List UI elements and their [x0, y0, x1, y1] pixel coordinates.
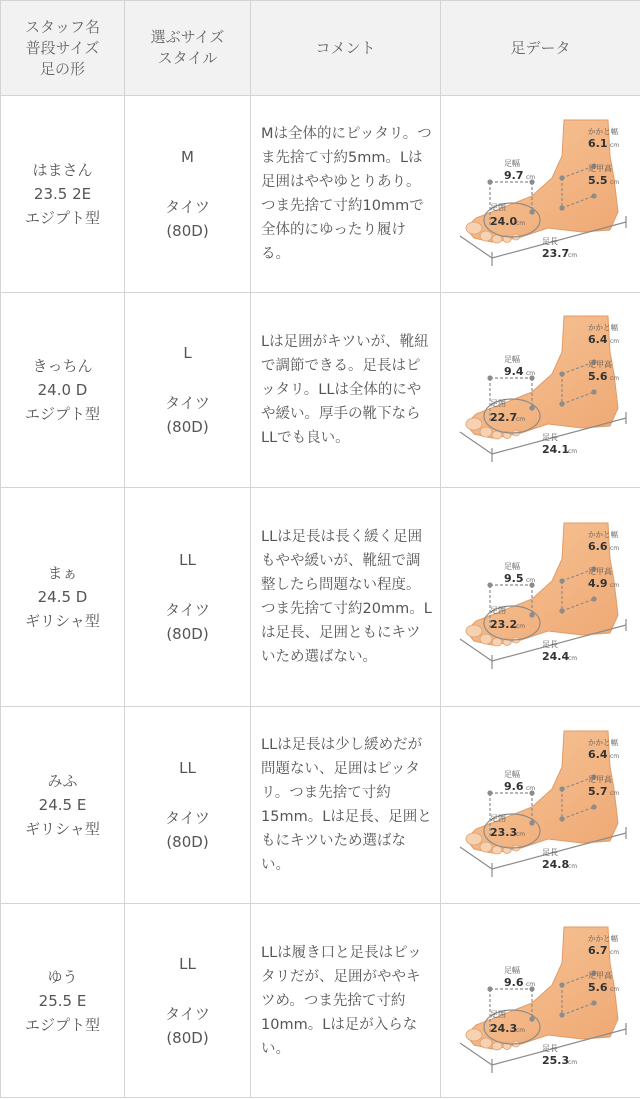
- heel-label: かかと幅: [587, 933, 618, 943]
- length-unit: cm: [567, 1058, 577, 1066]
- comment-cell: LLは足長は少し緩めだが問題ない、足囲はピッタリ。つま先捨て寸約15mm。Lは足長、足囲ともにキツいため選ばない。: [251, 707, 441, 904]
- foot-diagram: [452, 312, 630, 468]
- staff-cell: [1, 707, 125, 904]
- chosen-style: タイツ: [165, 809, 210, 827]
- chosen-style: タイツ: [165, 198, 210, 216]
- foot-width-value: 9.6: [503, 780, 523, 793]
- length-label: 足長: [541, 237, 558, 246]
- foot-girth-value: 24.0: [489, 215, 517, 228]
- length-label: 足長: [541, 640, 558, 649]
- width-unit: cm: [525, 785, 535, 792]
- chosen-size: LL: [179, 759, 196, 777]
- staff-cell: [1, 96, 125, 293]
- width-unit: cm: [525, 174, 535, 181]
- heel-width-value: 6.4: [587, 333, 607, 346]
- foot-shape: ギリシャ型: [25, 820, 100, 838]
- heel-width-value: 6.1: [587, 137, 607, 150]
- chosen-size: M: [181, 148, 194, 166]
- instep-label: 足甲高: [587, 164, 612, 173]
- chosen-style: タイツ: [165, 1004, 210, 1023]
- foot-width-value: 9.6: [503, 975, 523, 989]
- heel-unit: cm: [609, 753, 619, 760]
- width-label: 足幅: [503, 562, 520, 571]
- comment-cell: Mは全体的にピッタリ。つま先捨て寸約5mm。Lは足囲はややゆとりあり。つま先捨て寸約10mmで全体的にゆったり履ける。: [251, 96, 441, 293]
- table-row: [1, 96, 640, 293]
- header-row: [1, 1, 640, 96]
- foot-shape: エジプト型: [24, 1015, 100, 1034]
- size-cell: [125, 96, 251, 293]
- foot-width-value: 9.4: [503, 365, 523, 378]
- chosen-style: タイツ: [165, 394, 210, 412]
- length-label: 足長: [541, 433, 558, 442]
- foot-length-value: 24.4: [541, 650, 569, 663]
- width-label: 足幅: [503, 770, 520, 779]
- foot-data-cell: [441, 293, 640, 488]
- girth-unit: cm: [515, 831, 525, 838]
- staff-cell: [1, 488, 125, 707]
- width-unit: cm: [525, 370, 535, 377]
- foot-diagram: [452, 923, 630, 1079]
- foot-data-cell: [441, 904, 640, 1098]
- foot-girth-value: 23.2: [489, 618, 517, 631]
- foot-length-value: 25.3: [541, 1053, 569, 1067]
- comment-cell: LLは履き口と足長はピッタリだが、足囲がややキツめ。つま先捨て寸約10mm。Lは足が入らない。: [251, 904, 441, 1098]
- heel-unit: cm: [609, 545, 619, 552]
- foot-shape: エジプト型: [24, 209, 100, 227]
- heel-label: かかと幅: [587, 127, 618, 136]
- chosen-size: LL: [179, 551, 196, 569]
- instep-unit: cm: [609, 985, 619, 993]
- instep-label: 足甲高: [587, 775, 612, 784]
- girth-unit: cm: [515, 416, 525, 423]
- staff-cell: [1, 904, 125, 1098]
- girth-label: 足囲: [489, 203, 506, 212]
- instep-unit: cm: [609, 582, 619, 589]
- instep-unit: cm: [609, 179, 619, 186]
- instep-unit: cm: [609, 375, 619, 382]
- staff-cell: [1, 293, 125, 488]
- girth-unit: cm: [515, 623, 525, 630]
- heel-width-value: 6.6: [587, 540, 607, 553]
- girth-label: 足囲: [489, 399, 506, 408]
- size-cell: [125, 293, 251, 488]
- heel-unit: cm: [609, 338, 619, 345]
- foot-data-cell: [441, 707, 640, 904]
- size-cell: [125, 707, 251, 904]
- width-label: 足幅: [503, 965, 520, 975]
- instep-label: 足甲高: [587, 360, 612, 369]
- usual-size: 25.5 E: [38, 991, 87, 1010]
- usual-size: 24.5 E: [38, 796, 87, 814]
- header-foot: 足データ: [441, 1, 640, 96]
- table-row: [1, 488, 640, 707]
- foot-girth-value: 22.7: [489, 411, 517, 424]
- foot-data-cell: [441, 488, 640, 707]
- table-row: [1, 293, 640, 488]
- instep-height-value: 5.7: [587, 785, 607, 798]
- header-size: 選ぶサイズ スタイル: [125, 1, 251, 96]
- comment-cell: Lは足囲がキツいが、靴紐で調節できる。足長はピッタリ。LLは全体的にやや緩い。厚手の靴下ならLLでも良い。: [251, 293, 441, 488]
- staff-name: まぁ: [47, 564, 78, 582]
- foot-width-value: 9.7: [503, 169, 523, 182]
- foot-diagram: [452, 519, 630, 675]
- heel-label: かかと幅: [587, 530, 618, 539]
- staff-name: ゆう: [47, 967, 78, 986]
- foot-diagram: [452, 727, 630, 883]
- width-unit: cm: [525, 577, 535, 584]
- foot-girth-value: 24.3: [489, 1021, 517, 1035]
- girth-unit: cm: [515, 220, 525, 227]
- heel-label: かかと幅: [587, 738, 618, 747]
- heel-width-value: 6.7: [587, 943, 607, 957]
- staff-name: はまさん: [32, 161, 93, 179]
- chosen-denier: (80D): [166, 1028, 209, 1047]
- length-unit: cm: [567, 448, 577, 455]
- size-cell: [125, 488, 251, 707]
- heel-unit: cm: [609, 948, 619, 956]
- comment-cell: LLは足長は長く緩く足囲もやや緩いが、靴紐で調整したら問題ない程度。つま先捨て寸約20mm。Lは足長、足囲ともにキツいため選ばない。: [251, 488, 441, 707]
- foot-length-value: 24.8: [541, 858, 569, 871]
- girth-label: 足囲: [489, 606, 506, 615]
- width-label: 足幅: [503, 159, 520, 168]
- heel-width-value: 6.4: [587, 748, 607, 761]
- usual-size: 23.5 2E: [33, 185, 92, 203]
- girth-label: 足囲: [489, 1009, 506, 1019]
- chosen-denier: (80D): [166, 833, 209, 851]
- length-unit: cm: [567, 863, 577, 870]
- instep-label: 足甲高: [587, 970, 612, 980]
- chosen-denier: (80D): [166, 625, 209, 643]
- width-label: 足幅: [503, 355, 520, 364]
- foot-girth-value: 23.3: [489, 826, 517, 839]
- length-label: 足長: [541, 1043, 558, 1053]
- usual-size: 24.0 D: [37, 381, 88, 399]
- staff-name: みふ: [47, 772, 78, 790]
- length-label: 足長: [541, 848, 558, 857]
- foot-length-value: 24.1: [541, 443, 569, 456]
- header-comment: コメント: [251, 1, 441, 96]
- usual-size: 24.5 D: [37, 588, 88, 606]
- chosen-size: L: [183, 344, 192, 362]
- header-staff: スタッフ名 普段サイズ 足の形: [1, 1, 125, 96]
- instep-unit: cm: [609, 790, 619, 797]
- table-row: [1, 707, 640, 904]
- length-unit: cm: [567, 655, 577, 662]
- foot-data-cell: [441, 96, 640, 293]
- size-cell: [125, 904, 251, 1098]
- instep-label: 足甲高: [587, 567, 612, 576]
- foot-width-value: 9.5: [503, 572, 523, 585]
- instep-height-value: 5.5: [587, 174, 607, 187]
- foot-length-value: 23.7: [541, 247, 569, 260]
- instep-height-value: 5.6: [587, 980, 607, 994]
- chosen-denier: (80D): [166, 222, 209, 240]
- foot-shape: エジプト型: [24, 405, 100, 423]
- girth-unit: cm: [515, 1026, 525, 1034]
- table-row: [1, 904, 640, 1098]
- heel-label: かかと幅: [587, 323, 618, 332]
- chosen-style: タイツ: [165, 601, 210, 619]
- chosen-size: LL: [179, 954, 196, 973]
- foot-shape: ギリシャ型: [25, 612, 100, 630]
- girth-label: 足囲: [489, 814, 506, 823]
- staff-name: きっちん: [32, 357, 93, 375]
- instep-height-value: 4.9: [587, 577, 607, 590]
- heel-unit: cm: [609, 142, 619, 149]
- length-unit: cm: [567, 252, 577, 259]
- width-unit: cm: [525, 980, 535, 988]
- chosen-denier: (80D): [166, 418, 209, 436]
- instep-height-value: 5.6: [587, 370, 607, 383]
- foot-diagram: [452, 116, 630, 272]
